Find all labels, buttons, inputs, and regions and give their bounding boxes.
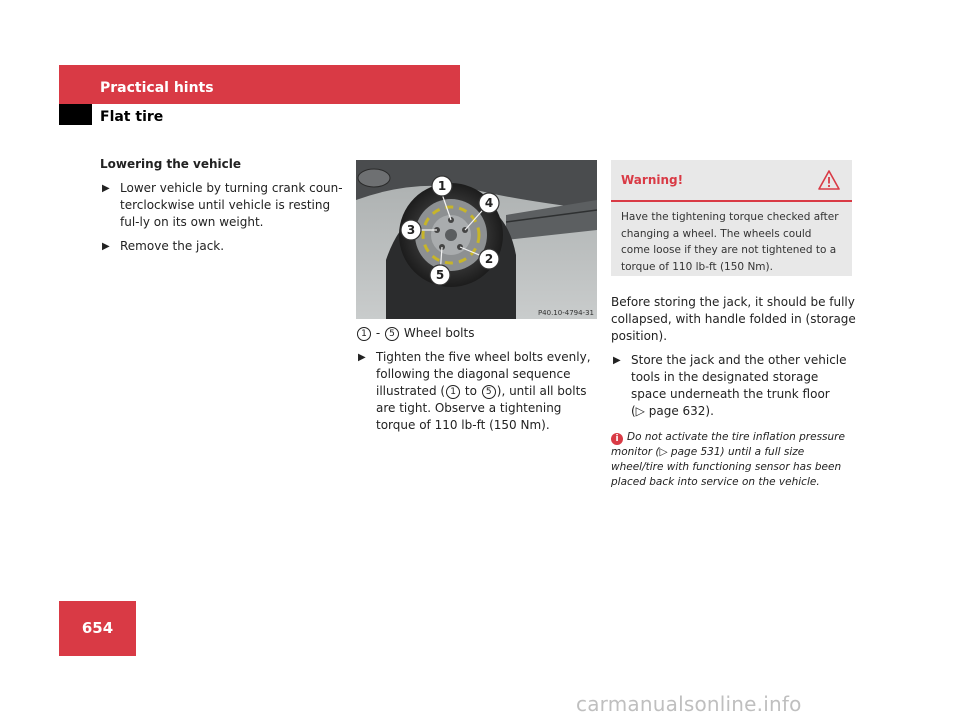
legend-text: Wheel bolts bbox=[403, 326, 475, 340]
bullet-arrow-icon: ▶ bbox=[102, 183, 110, 194]
number-1-icon: 1 bbox=[357, 327, 371, 341]
jack-storage-paragraph: Before storing the jack, it should be fully collapsed, with handle folded in (storage position). bbox=[611, 295, 856, 343]
callout-label-5: 5 bbox=[435, 268, 445, 282]
callout-label-2: 2 bbox=[484, 252, 494, 266]
page-reference-link[interactable]: (▷ page 632). bbox=[631, 404, 714, 418]
store-jack-text: Store the jack and the other vehicle tools in the designated storage space underneath the trunk floor bbox=[631, 353, 847, 401]
watermark: carmanualsonline.info bbox=[576, 692, 802, 716]
callout-label-4: 4 bbox=[484, 196, 494, 210]
page-number: 654 bbox=[81, 619, 114, 637]
warning-body: Have the tightening torque checked after changing a wheel. The wheels could come loose if they are not tightened to a torque of 110 lb-ft (150 Nm). bbox=[621, 211, 839, 273]
warning-title: Warning! bbox=[621, 173, 684, 187]
list-item-text: Remove the jack. bbox=[120, 239, 225, 253]
tighten-text-to: to bbox=[464, 384, 477, 398]
info-note bbox=[611, 430, 852, 490]
info-text: Do not activate the tire inflation pressure monitor (▷ page 531) until a full size wheel/tire with functioning sensor has been placed back into service on the vehicle. bbox=[611, 431, 845, 488]
number-5-icon: 5 bbox=[482, 385, 496, 399]
warning-triangle-icon bbox=[818, 170, 840, 190]
list-item bbox=[100, 180, 345, 231]
lowering-heading: Lowering the vehicle bbox=[100, 157, 242, 171]
list-item bbox=[100, 238, 345, 255]
number-1-icon: 1 bbox=[446, 385, 460, 399]
callout-label-3: 3 bbox=[406, 223, 416, 237]
figure-code: P40.10-4794-31 bbox=[537, 309, 594, 317]
right-column bbox=[611, 294, 856, 420]
section-title: Practical hints bbox=[100, 80, 214, 96]
info-icon: i bbox=[611, 433, 623, 445]
subsection-title: Flat tire bbox=[100, 109, 164, 125]
bolts-legend bbox=[356, 325, 601, 342]
bullet-arrow-icon: ▶ bbox=[358, 352, 366, 363]
middle-column bbox=[356, 325, 601, 434]
list-item bbox=[356, 349, 601, 434]
callout-label-1: 1 bbox=[437, 179, 447, 193]
header-black-tab bbox=[59, 104, 92, 125]
list-item bbox=[611, 352, 856, 420]
number-5-icon: 5 bbox=[385, 327, 399, 341]
bullet-arrow-icon: ▶ bbox=[613, 355, 621, 366]
list-item-text: Lower vehicle by turning crank coun-terclockwise until vehicle is resting ful-ly on its own weight. bbox=[120, 181, 343, 229]
bullet-arrow-icon: ▶ bbox=[102, 241, 110, 252]
legend-separator: - bbox=[375, 326, 381, 340]
warning-box bbox=[611, 160, 852, 276]
left-column bbox=[100, 156, 345, 255]
tighten-text-start: Tighten the five wheel bolts evenly, following the diagonal sequence illustrated ( bbox=[376, 350, 591, 398]
warning-header bbox=[611, 160, 852, 202]
tighten-text-end: ), until all bolts are tight. Observe a tightening torque of 110 lb-ft (150 Nm). bbox=[376, 384, 587, 432]
wheel-bolts-figure bbox=[356, 160, 597, 319]
wheel-illustration bbox=[356, 160, 597, 319]
